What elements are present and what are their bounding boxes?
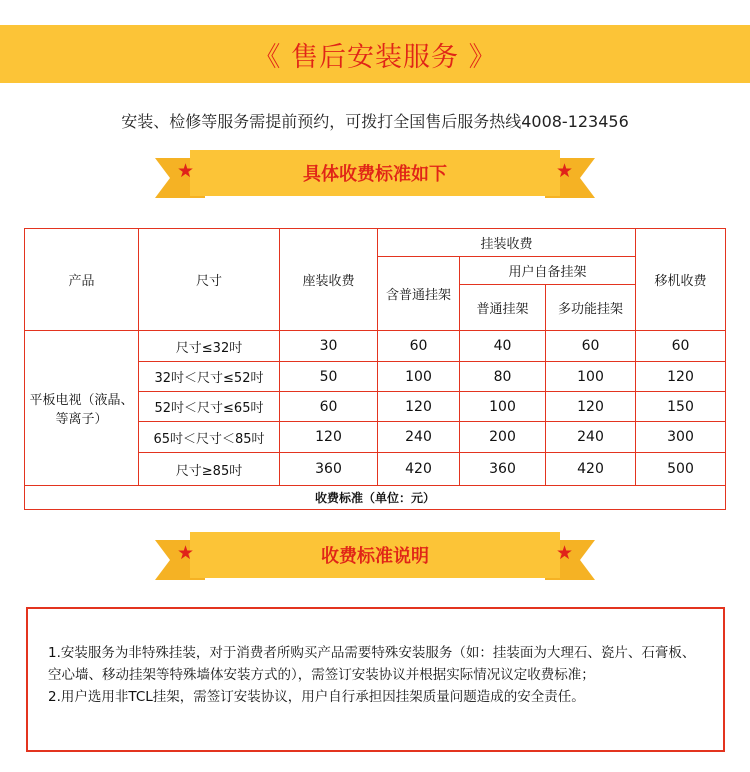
include-bracket-cell: 120 — [378, 392, 460, 422]
size-cell: 32吋＜尺寸≤52吋 — [139, 362, 280, 392]
note-item: 1.安装服务为非特殊挂装，对于消费者所购买产品需要特殊安装服务（如：挂装面为大理石、瓷片、石膏板、空心墙、移动挂架等特殊墙体安装方式的），需签订安装协议并根据实际情况议定收费标准； — [48, 645, 696, 683]
multi-bracket-cell: 100 — [546, 362, 636, 392]
table-caption: 收费标准（单位：元） — [25, 486, 726, 510]
header-include-bracket: 含普通挂架 — [378, 257, 460, 331]
star-icon: ★ — [177, 542, 195, 564]
notes-box — [26, 607, 725, 752]
size-cell: 尺寸≥85吋 — [139, 453, 280, 486]
size-cell: 52吋＜尺寸≤65吋 — [139, 392, 280, 422]
header-seat-fee: 座装收费 — [280, 229, 378, 331]
star-icon: ★ — [177, 160, 195, 182]
normal-bracket-cell: 200 — [460, 422, 546, 453]
move-fee-cell: 60 — [636, 331, 726, 362]
normal-bracket-cell: 100 — [460, 392, 546, 422]
include-bracket-cell: 240 — [378, 422, 460, 453]
include-bracket-cell: 60 — [378, 331, 460, 362]
header-move-fee: 移机收费 — [636, 229, 726, 331]
normal-bracket-cell: 80 — [460, 362, 546, 392]
multi-bracket-cell: 240 — [546, 422, 636, 453]
section-title: 具体收费标准如下 — [303, 164, 447, 185]
move-fee-cell: 150 — [636, 392, 726, 422]
star-icon: ★ — [555, 160, 573, 182]
multi-bracket-cell: 420 — [546, 453, 636, 486]
header-size: 尺寸 — [139, 229, 280, 331]
move-fee-cell: 120 — [636, 362, 726, 392]
multi-bracket-cell: 60 — [546, 331, 636, 362]
header-normal-bracket: 普通挂架 — [460, 285, 546, 331]
include-bracket-cell: 420 — [378, 453, 460, 486]
include-bracket-cell: 100 — [378, 362, 460, 392]
page-title: 《 售后安装服务 》 — [253, 41, 497, 73]
header-product: 产品 — [25, 229, 139, 331]
product-name-cell: 平板电视（液晶、等离子） — [25, 331, 139, 486]
move-fee-cell: 500 — [636, 453, 726, 486]
seat-fee-cell: 60 — [280, 392, 378, 422]
header-hang-fee: 挂装收费 — [378, 229, 636, 257]
section-ribbon-fee-standard — [155, 150, 595, 204]
size-cell: 尺寸≤32吋 — [139, 331, 280, 362]
header-banner — [0, 25, 750, 83]
note-item: 2.用户选用非TCL挂架，需签订安装协议，用户自行承担因挂架质量问题造成的安全责任。 — [48, 689, 585, 705]
multi-bracket-cell: 120 — [546, 392, 636, 422]
normal-bracket-cell: 40 — [460, 331, 546, 362]
star-icon: ★ — [555, 542, 573, 564]
fee-table — [24, 228, 726, 510]
hotline-text: 安装、检修等服务需提前预约，可拨打全国售后服务热线4008-123456 — [121, 112, 629, 131]
normal-bracket-cell: 360 — [460, 453, 546, 486]
section-title: 收费标准说明 — [321, 546, 429, 567]
header-own-bracket: 用户自备挂架 — [460, 257, 636, 285]
move-fee-cell: 300 — [636, 422, 726, 453]
ribbon-body — [190, 532, 560, 578]
header-multi-bracket: 多功能挂架 — [546, 285, 636, 331]
table-row — [25, 331, 726, 362]
seat-fee-cell: 30 — [280, 331, 378, 362]
seat-fee-cell: 120 — [280, 422, 378, 453]
seat-fee-cell: 50 — [280, 362, 378, 392]
size-cell: 65吋＜尺寸＜85吋 — [139, 422, 280, 453]
seat-fee-cell: 360 — [280, 453, 378, 486]
section-ribbon-fee-notes — [155, 532, 595, 586]
ribbon-body — [190, 150, 560, 196]
